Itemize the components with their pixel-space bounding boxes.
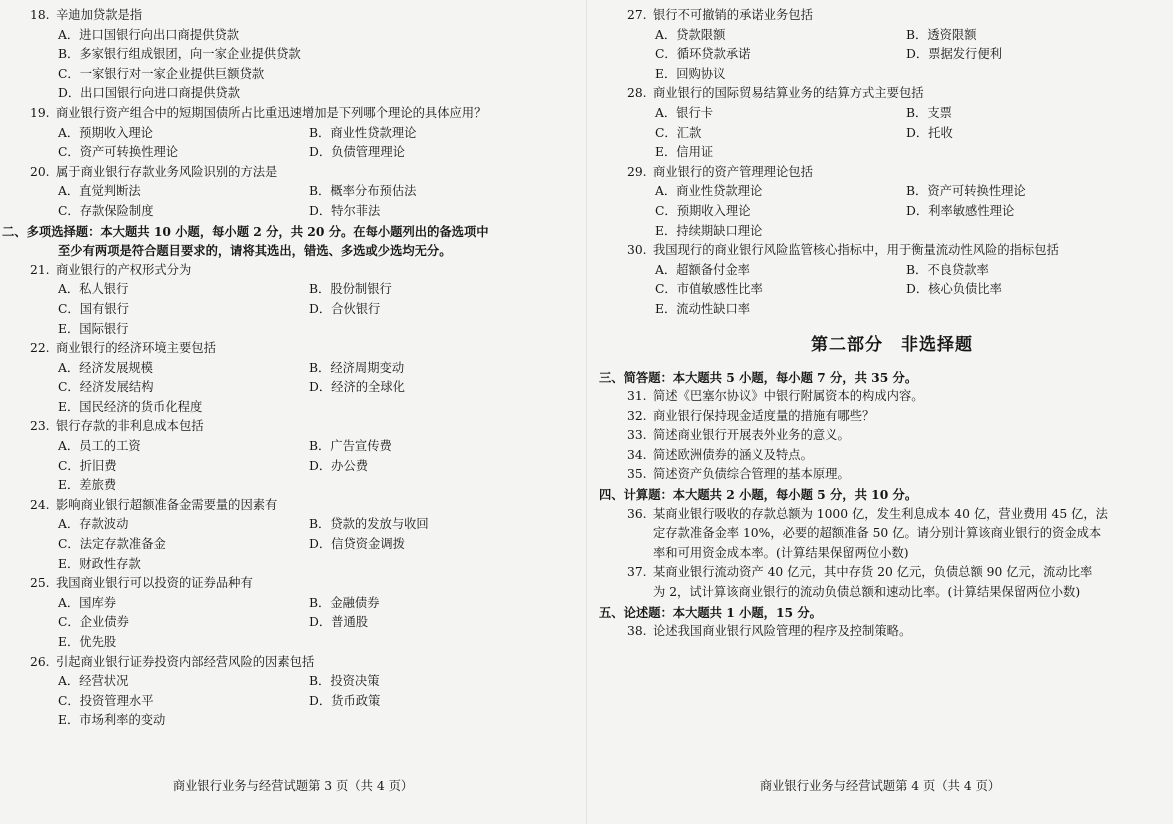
option: A．直觉判断法 [58,184,141,199]
option: B．经济周期变动 [309,360,405,375]
question-text: 我国商业银行可以投资的证券品种有 [56,576,253,591]
question-30 [627,241,1157,261]
page-4-content [599,6,1157,642]
option: A．经营状况 [58,674,129,689]
question-text: 简述资产负债综合管理的基本原理。 [653,467,850,482]
option: B．贷款的发放与收回 [309,517,429,532]
option: E．回购协议 [655,66,726,81]
question-37: 37. 某商业银行流动资产 40 亿元，其中存货 20 亿元，负债总额 90 亿元，流动比率 [627,565,1093,580]
option: C．汇款 [655,125,702,140]
option: E．国际银行 [58,321,129,336]
option: B．概率分布预估法 [309,184,417,199]
option: A．预期收入理论 [58,125,153,140]
option: B．不良贷款率 [906,262,989,277]
option: A．经济发展规模 [58,360,153,375]
option-row [30,359,560,379]
option: A．商业性贷款理论 [655,184,763,199]
option: A．国库券 [58,595,117,610]
question-text: 简述《巴塞尔协议》中银行附属资本的构成内容。 [653,389,924,404]
section-heading-short-answer: 三、简答题：本大题共 5 小题，每小题 7 分，共 35 分。 [599,369,918,385]
option-row [30,143,560,163]
option: E．持续期缺口理论 [655,223,763,238]
question-34 [627,446,1157,466]
option: B．股份制银行 [309,282,392,297]
question-text: 商业银行的资产管理理论包括 [653,164,813,179]
question-33 [627,426,1157,446]
option-row [627,26,1157,46]
option: C．预期收入理论 [655,203,751,218]
option-row [627,45,1157,65]
question-37-cont: 为 2，试计算该商业银行的流动负债总额和速动比率。(计算结果保留两位小数) [653,585,1081,600]
question-36-cont: 定存款准备金率 10%，必要的超额准备 50 亿。请分别计算该商业银行的资金成本 [653,526,1102,541]
option: C．市值敏感性比率 [655,282,763,297]
question-text: 某商业银行流动资产 40 亿元，其中存货 20 亿元，负债总额 90 亿元，流动比率 [653,565,1093,580]
multiple-choice-questions [30,261,560,731]
question-text: 辛迪加贷款是指 [56,8,143,22]
option: B．商业性贷款理论 [309,125,417,140]
option: D．经济的全球化 [309,380,405,395]
option: D．核心负债比率 [906,282,1002,297]
question-text: 论述我国商业银行风险管理的程序及控制策略。 [653,624,912,639]
option: D．负债管理理论 [309,145,405,160]
option: E．国民经济的货币化程度 [58,399,203,414]
option-row [30,613,560,633]
question-number: 29. [627,164,647,179]
option: A．银行卡 [655,105,714,120]
option: A．存款波动 [58,517,129,532]
option: C．经济发展结构 [58,380,154,395]
question-text: 引起商业银行证券投资内部经营风险的因素包括 [56,654,315,669]
question-36-cont: 率和可用资金成本率。(计算结果保留两位小数) [653,545,909,560]
option: E．差旅费 [58,478,117,493]
question-text: 某商业银行吸收的存款总额为 1000 亿，发生利息成本 40 亿，营业费用 45 亿，法 [653,506,1108,521]
question-text: 银行不可撤销的承诺业务包括 [653,8,813,22]
option: D．办公费 [309,458,369,473]
question-text: 简述欧洲债券的涵义及特点。 [653,447,813,462]
question-number: 30. [627,243,647,258]
option: D．票据发行便利 [906,47,1002,62]
question-number: 21. [30,262,50,277]
question-number: 26. [30,654,50,669]
option-row [30,124,560,144]
question-21 [30,261,560,281]
option: A．进口国银行向出口商提供贷款 [58,27,240,42]
question-19: 19. 商业银行资产组合中的短期国债所占比重迅速增加是下列哪个理论的具体应用？ [30,105,487,120]
question-text: 商业银行的产权形式分为 [56,262,192,277]
question-text: 商业银行保持现金适度量的措施有哪些？ [653,408,875,423]
option-row [627,261,1157,281]
question-number: 31. [627,389,647,404]
question-number: 27. [627,8,647,22]
option: A．员工的工资 [58,439,141,454]
option-row [30,300,560,320]
option: E．财政性存款 [58,556,141,571]
option-row [627,124,1157,144]
exam-page-3 [0,0,586,824]
question-36: 36. 某商业银行吸收的存款总额为 1000 亿，发生利息成本 40 亿，营业费用 45 亿，法 [627,506,1108,521]
question-text: 属于商业银行存款业务风险识别的方法是 [56,164,278,179]
option-row [30,594,560,614]
option: E．市场利率的变动 [58,713,166,728]
short-answer-questions [627,387,1157,485]
question-number: 34. [627,447,647,462]
question-25 [30,574,560,594]
question-text: 简述商业银行开展表外业务的意义。 [653,428,850,443]
option-row [627,202,1157,222]
question-number: 35. [627,467,647,482]
part-two-title: 第二部分 非选择题 [811,334,973,355]
question-number: 28. [627,86,647,101]
question-24 [30,496,560,516]
option: C．法定存款准备金 [58,537,166,552]
option: B．资产可转换性理论 [906,184,1026,199]
option: B．多家银行组成银团，向一家企业提供贷款 [58,47,301,62]
question-38: 38. 论述我国商业银行风险管理的程序及控制策略。 [627,624,912,639]
question-20: 20. 属于商业银行存款业务风险识别的方法是 [30,164,278,179]
option: B．投资决策 [309,674,380,689]
option: B．透资限额 [906,27,977,42]
option: A．贷款限额 [655,27,726,42]
option: D．信贷资金调拨 [309,537,405,552]
option: C．国有银行 [58,301,129,316]
option: B．广告宣传费 [309,439,392,454]
question-28 [627,84,1157,104]
option: E．流动性缺口率 [655,301,751,316]
option: D．利率敏感性理论 [906,203,1015,218]
option-row [30,672,560,692]
question-text: 我国现行的商业银行风险监管核心指标中，用于衡量流动性风险的指标包括 [653,243,1059,258]
option: E．信用证 [655,145,714,160]
question-31 [627,387,1157,407]
option-row [627,280,1157,300]
question-text: 商业银行的经济环境主要包括 [56,341,216,356]
section-heading-calculation: 四、计算题：本大题共 2 小题，每小题 5 分，共 10 分。 [599,487,918,503]
question-text: 影响商业银行超额准备金需要量的因素有 [56,497,278,512]
option-row [30,457,560,477]
option: B．金融债券 [309,595,380,610]
question-23 [30,417,560,437]
option: D．合伙银行 [309,301,381,316]
option-row [30,437,560,457]
multiple-choice-questions-cont [627,6,1157,320]
option: D．特尔菲法 [309,203,381,218]
option-row [30,202,560,222]
question-22 [30,339,560,359]
question-number: 32. [627,408,647,423]
option-row [30,378,560,398]
option: A．私人银行 [58,282,129,297]
question-18: 18. 辛迪加贷款是指 [30,8,143,22]
question-text: 商业银行资产组合中的短期国债所占比重迅速增加是下列哪个理论的具体应用？ [56,105,487,120]
option-row [627,182,1157,202]
option: D．普通股 [309,615,369,630]
question-35 [627,465,1157,485]
option: A．超额备付金率 [655,262,750,277]
question-29 [627,163,1157,183]
option: C．资产可转换性理论 [58,145,179,160]
option-row [30,515,560,535]
option: B．支票 [906,105,952,120]
question-32 [627,407,1157,427]
page-3-content [2,6,560,731]
option: C．折旧费 [58,458,117,473]
option: D．托收 [906,125,953,140]
section-heading-continuation: 至少有两项是符合题目要求的，请将其选出，错选、多选或少选均无分。 [58,243,452,259]
question-number: 33. [627,428,647,443]
option: D．出口国银行向进口商提供贷款 [58,86,241,101]
page-footer: 商业银行业务与经营试题第 4 页（共 4 页） [759,779,1001,793]
question-text: 银行存款的非利息成本包括 [56,419,204,434]
section-heading-multiple-choice: 二、多项选择题：本大题共 10 小题，每小题 2 分，共 20 分。在每小题列出的备选项中 [2,223,489,239]
question-27 [627,6,1157,26]
option-row [30,182,560,202]
question-number: 25. [30,576,50,591]
option-row [627,104,1157,124]
option: D．货币政策 [309,693,381,708]
option-row [30,692,560,712]
question-text: 商业银行的国际贸易结算业务的结算方式主要包括 [653,86,924,101]
question-26 [30,653,560,673]
option-row [30,280,560,300]
option: E．优先股 [58,635,117,649]
page-footer: 商业银行业务与经营试题第 3 页（共 4 页） [172,779,414,793]
option-row [30,535,560,555]
question-number: 24. [30,497,50,512]
question-number: 22. [30,341,50,356]
option: C．一家银行对一家企业提供巨额贷款 [58,66,265,81]
exam-page-4 [587,0,1173,824]
option: C．企业债券 [58,615,129,630]
option: C．投资管理水平 [58,693,154,708]
question-number: 23. [30,419,50,434]
option: C．存款保险制度 [58,203,154,218]
option: C．循环贷款承诺 [655,47,751,62]
section-heading-essay: 五、论述题：本大题共 1 小题，15 分。 [599,604,822,620]
